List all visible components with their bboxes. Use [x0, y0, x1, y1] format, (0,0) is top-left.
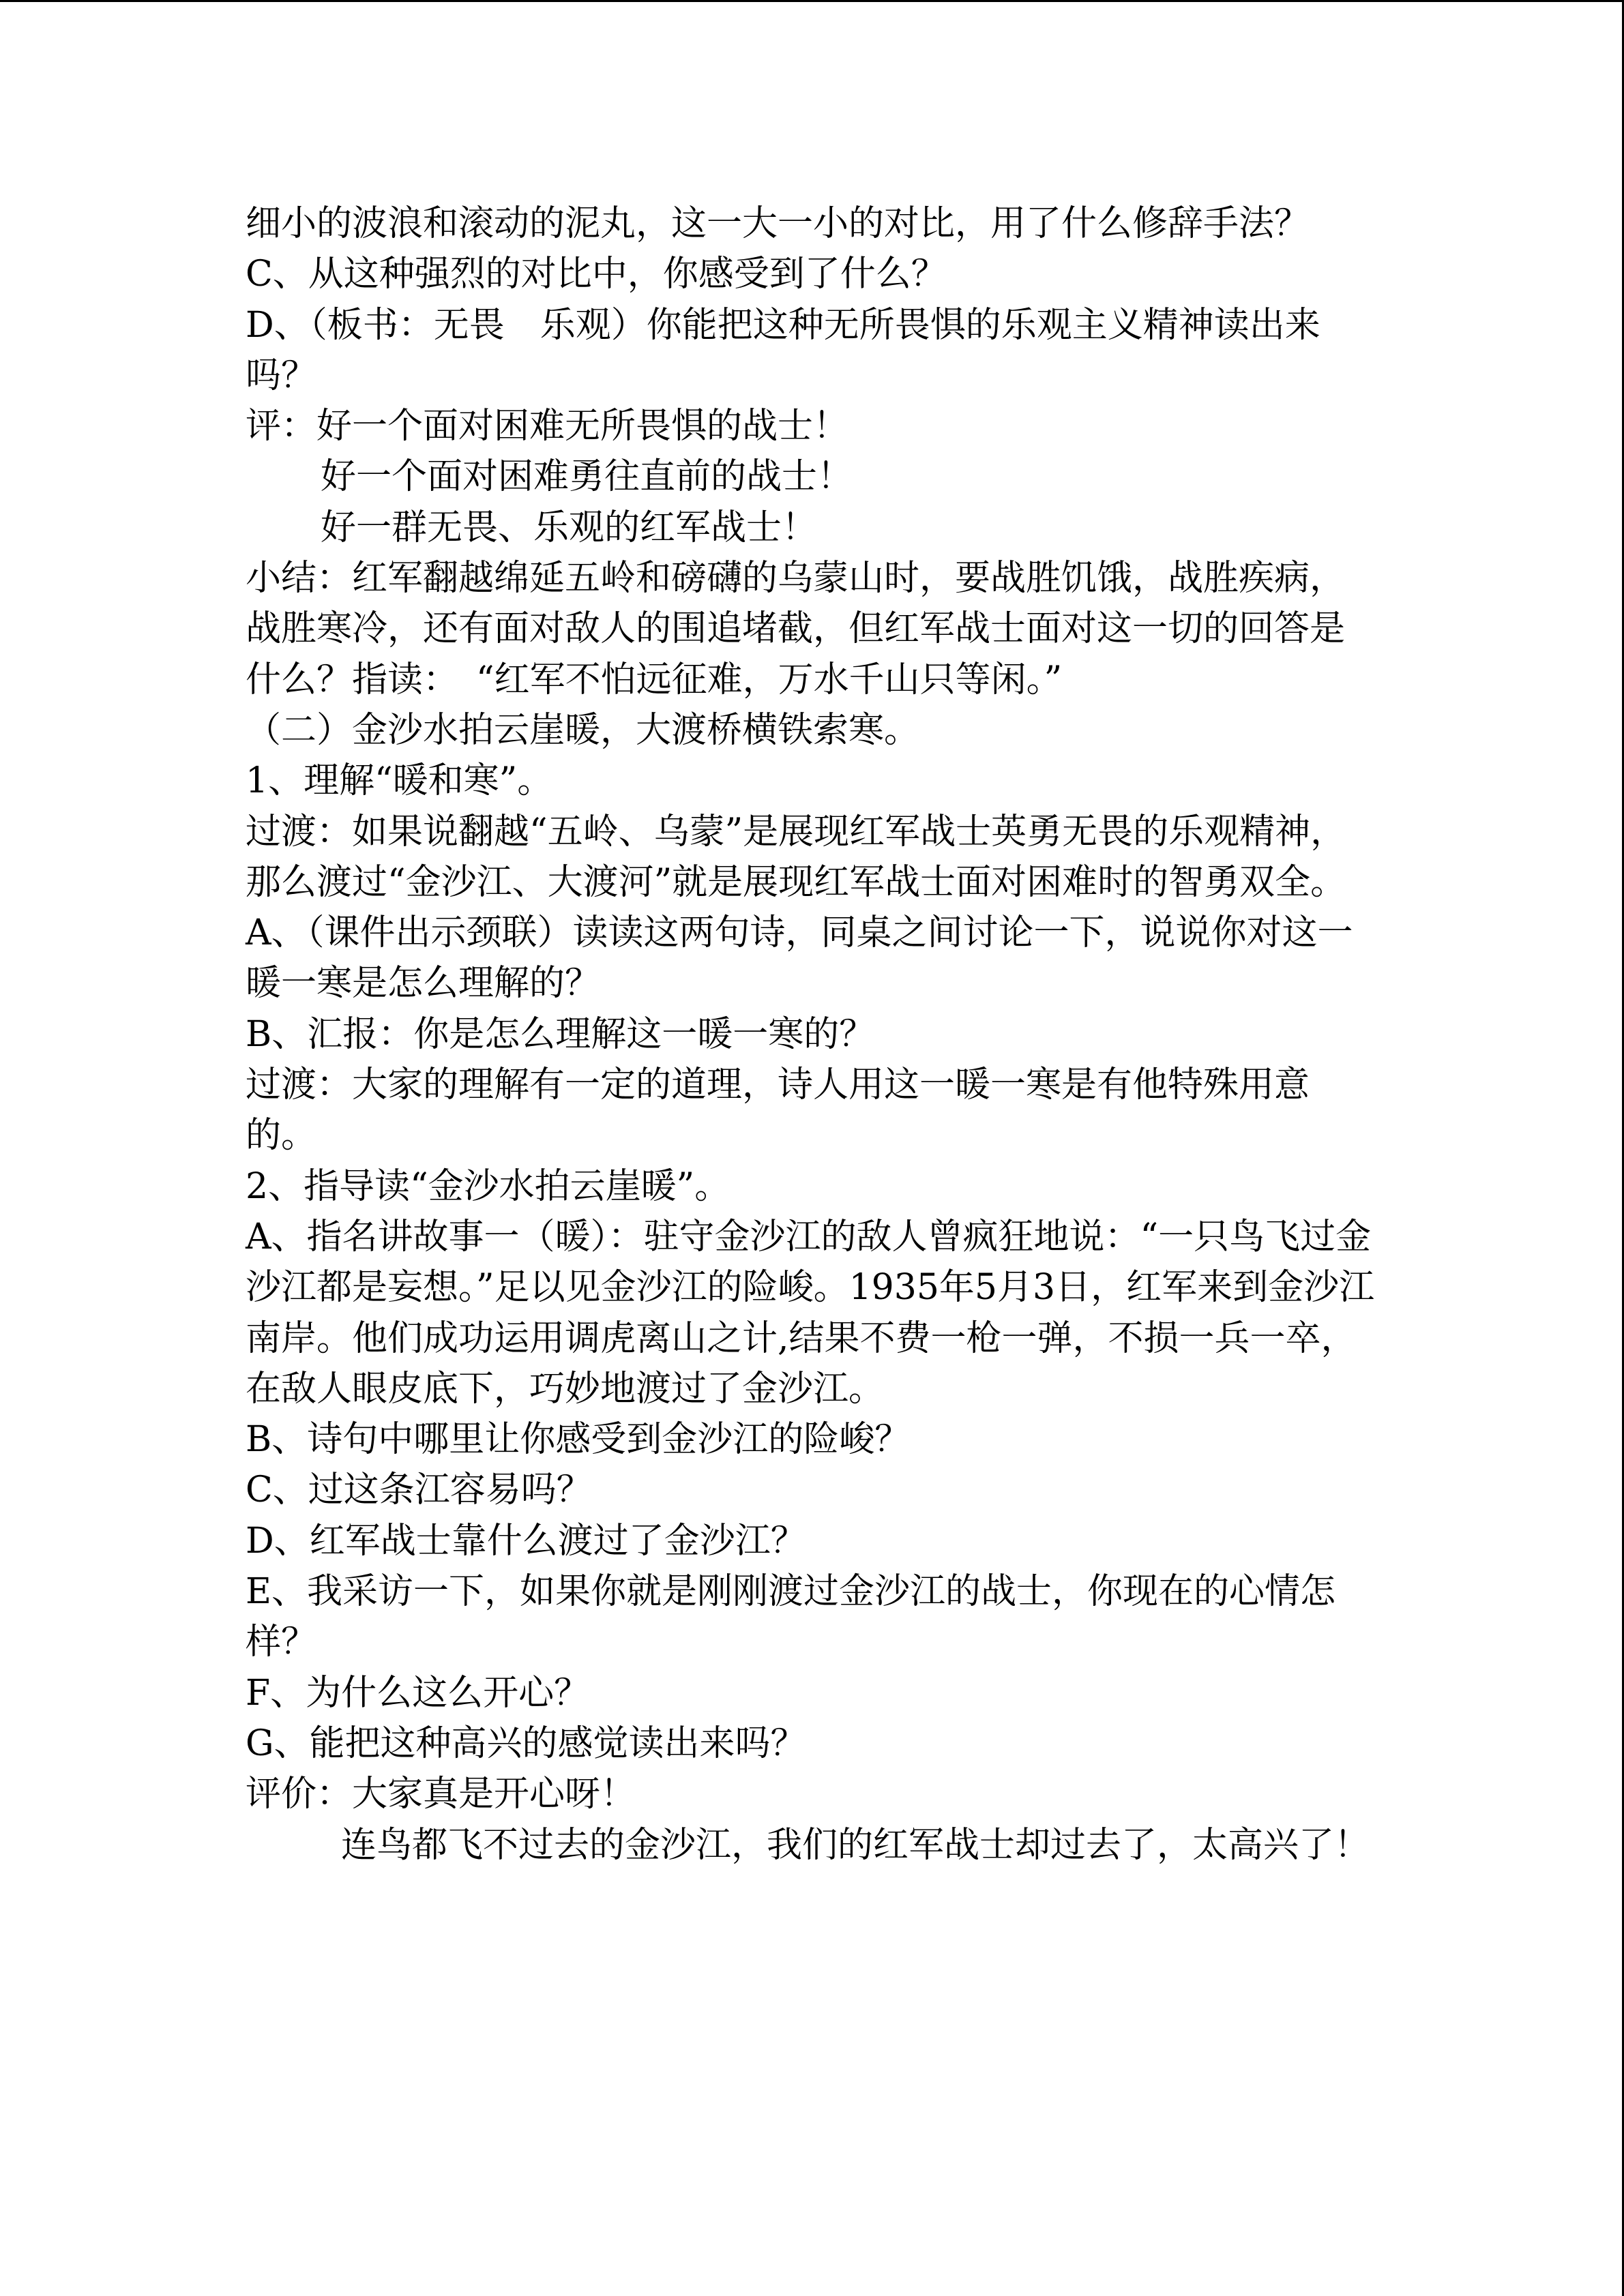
paragraph-14: 2、指导读“金沙水拍云崖暖”。	[246, 1165, 730, 1207]
paragraph-20: F、为什么这么开心？	[246, 1672, 590, 1714]
paragraph-22: 评价：大家真是开心呀！	[246, 1774, 636, 1815]
paragraph-9: 1、理解“暖和寒”。	[246, 760, 553, 802]
paragraph-23: 连鸟都飞不过去的金沙江，我们的红军战士却过去了，太高兴了！	[341, 1824, 1370, 1866]
paragraph-19: E、我采访一下，如果你就是刚刚渡过金沙江的战士，你现在的心情怎样？	[246, 1571, 1335, 1663]
paragraph-18: D、红军战士靠什么渡过了金沙江？	[246, 1520, 806, 1562]
paragraph-7: 小结：红军翻越绵延五岭和磅礴的乌蒙山时，要战胜饥饿，战胜疾病，战胜寒冷，还有面对敌人的围追堵截，但红军战士面对这一切的回答是什么？指读： “红军不怕远征难，万水千山只等闲。”	[246, 558, 1346, 700]
paragraph-21: G、能把这种高兴的感觉读出来吗？	[246, 1723, 806, 1764]
paragraph-4: 评：好一个面对困难无所畏惧的战士！	[246, 406, 849, 447]
paragraph-5: 好一个面对困难勇往直前的战士！	[321, 456, 853, 498]
paragraph-17: C、过这条江容易吗？	[246, 1470, 592, 1511]
paragraph-1: 细小的波浪和滚动的泥丸，这一大一小的对比，用了什么修辞手法？	[246, 203, 1310, 244]
paragraph-3: D、（板书：无畏 乐观）你能把这种无所畏惧的乐观主义精神读出来吗？	[246, 304, 1320, 396]
paragraph-8: （二）金沙水拍云崖暖，大渡桥横铁索寒。	[246, 709, 920, 751]
paragraph-11: A、（课件出示颈联）读读这两句诗，同桌之间讨论一下，说说你对这一暖一寒是怎么理解的？	[246, 912, 1353, 1004]
paragraph-12: B、汇报：你是怎么理解这一暖一寒的？	[246, 1013, 875, 1055]
paragraph-16: B、诗句中哪里让你感受到金沙江的险峻？	[246, 1419, 911, 1461]
document-body	[246, 198, 1378, 1870]
paragraph-15: A、指名讲故事一（暖）：驻守金沙江的敌人曾疯狂地说：“一只鸟飞过金沙江都是妄想。”足以见金沙江的险峻。1935年5月3日，红军来到金沙江南岸。他们成功运用调虎离山之计,结果不费一枪一弹，不损一兵一卒，在敌人眼皮底下，巧妙地渡过了金沙江。	[246, 1216, 1375, 1410]
paragraph-13: 过渡：大家的理解有一定的道理，诗人用这一暖一寒是有他特殊用意的。	[246, 1064, 1310, 1157]
paragraph-6: 好一群无畏、乐观的红军战士！	[321, 507, 818, 548]
paragraph-2: C、从这种强烈的对比中，你感受到了什么？	[246, 254, 947, 295]
paragraph-10: 过渡：如果说翻越“五岭、乌蒙”是展现红军战士英勇无畏的乐观精神，那么渡过“金沙江、大渡河”就是展现红军战士面对困难时的智勇双全。	[246, 811, 1346, 903]
